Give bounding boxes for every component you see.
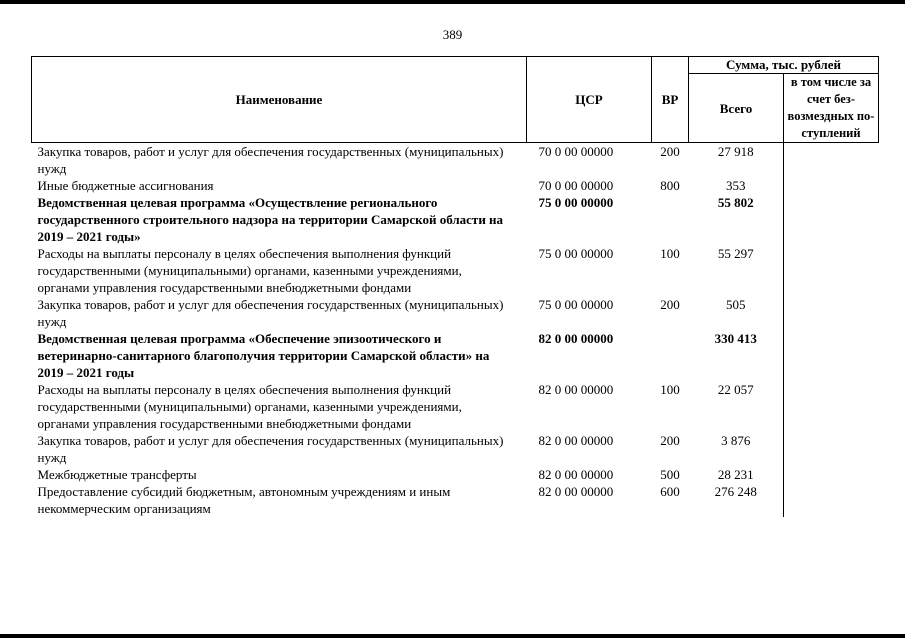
row-vr: 200 (660, 433, 680, 448)
table-row (32, 194, 879, 245)
bottom-rule (0, 634, 905, 638)
header-including: в том числе за счет без-возмездных по-ступлений (784, 74, 879, 143)
row-including (784, 296, 879, 330)
table-body (32, 143, 879, 518)
row-including (784, 330, 879, 381)
row-total: 330 413 (714, 331, 757, 346)
table-row (32, 381, 879, 432)
row-total: 505 (726, 297, 746, 312)
row-csr: 82 0 00 00000 (538, 382, 614, 397)
row-total: 28 231 (717, 467, 754, 482)
row-csr: 75 0 00 00000 (538, 195, 614, 210)
row-total: 22 057 (717, 382, 754, 397)
row-vr: 800 (660, 178, 680, 193)
row-csr: 82 0 00 00000 (538, 433, 614, 448)
row-csr: 82 0 00 00000 (538, 467, 614, 482)
header-sum: Сумма, тыс. рублей (689, 57, 879, 74)
row-csr: 70 0 00 00000 (538, 178, 614, 193)
table-header (32, 57, 879, 143)
row-vr: 200 (660, 144, 680, 159)
row-including (784, 143, 879, 178)
row-including (784, 245, 879, 296)
row-name: Закупка товаров, работ и услуг для обеспечения государственных (муниципальных) нужд (37, 144, 504, 176)
table-row (32, 466, 879, 483)
row-name: Ведомственная целевая программа «Обеспечение эпизоотического и ветеринарно-санитарного благополучия территории Самарской области» на 2019 – 2021 годы (37, 331, 490, 380)
table-row (32, 432, 879, 466)
table-row (32, 245, 879, 296)
row-including (784, 177, 879, 194)
row-csr: 75 0 00 00000 (538, 297, 614, 312)
table-row (32, 296, 879, 330)
row-vr (652, 330, 689, 381)
row-name: Межбюджетные трансферты (37, 467, 197, 482)
top-rule (0, 0, 905, 4)
table-row (32, 177, 879, 194)
row-vr: 600 (660, 484, 680, 499)
header-csr: ЦСР (527, 57, 652, 143)
row-vr: 500 (660, 467, 680, 482)
row-csr: 82 0 00 00000 (538, 484, 614, 499)
row-name: Расходы на выплаты персоналу в целях обеспечения выполнения функций государственными (муниципальными) органами, казенными учреждениями, органами управления государственными внебюджетными фондами (37, 246, 462, 295)
row-name: Иные бюджетные ассигнования (37, 178, 214, 193)
table-row (32, 330, 879, 381)
row-including (784, 466, 879, 483)
row-total: 27 918 (717, 144, 754, 159)
row-vr: 200 (660, 297, 680, 312)
row-total: 55 802 (717, 195, 754, 210)
row-total: 276 248 (714, 484, 757, 499)
row-vr (652, 194, 689, 245)
row-total: 3 876 (721, 433, 751, 448)
header-vr: ВР (652, 57, 689, 143)
row-including (784, 381, 879, 432)
row-including (784, 483, 879, 517)
row-name: Предоставление субсидий бюджетным, автономным учреждениям и иным некоммерческим организациям (37, 484, 451, 516)
table-row (32, 483, 879, 517)
row-vr: 100 (660, 382, 680, 397)
row-name: Ведомственная целевая программа «Осуществление регионального государственного строительного надзора на территории Самарской области на 2019 – 2021 годы» (37, 195, 504, 244)
row-name: Закупка товаров, работ и услуг для обеспечения государственных (муниципальных) нужд (37, 433, 504, 465)
page-number: 389 (442, 27, 463, 42)
row-including (784, 194, 879, 245)
row-vr: 100 (660, 246, 680, 261)
row-name: Закупка товаров, работ и услуг для обеспечения государственных (муниципальных) нужд (37, 297, 504, 329)
row-csr: 82 0 00 00000 (538, 331, 614, 346)
header-name: Наименование (32, 57, 527, 143)
budget-table (31, 56, 879, 517)
header-total: Всего (689, 74, 784, 143)
row-csr: 75 0 00 00000 (538, 246, 614, 261)
row-total: 353 (726, 178, 746, 193)
row-name: Расходы на выплаты персоналу в целях обеспечения выполнения функций государственными (муниципальными) органами, казенными учреждениями, органами управления государственными внебюджетными фондами (37, 382, 462, 431)
row-including (784, 432, 879, 466)
table-row (32, 143, 879, 178)
row-total: 55 297 (717, 246, 754, 261)
row-csr: 70 0 00 00000 (538, 144, 614, 159)
